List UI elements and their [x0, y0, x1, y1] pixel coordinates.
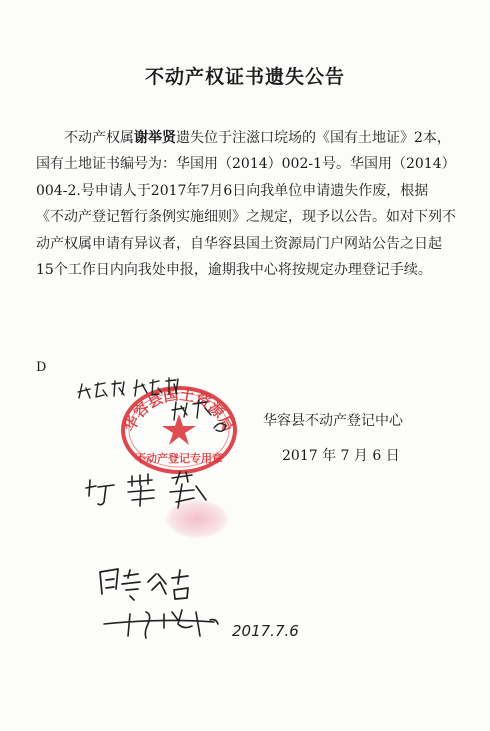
- stray-mark: D: [36, 360, 47, 375]
- handwritten-line-1: [78, 378, 178, 398]
- handwritten-line-5: [104, 610, 218, 638]
- owner-name: 谢举贤: [134, 130, 176, 146]
- handwritten-line-4: [100, 569, 188, 600]
- issue-date: 2017 年 7 月 6 日: [282, 448, 400, 464]
- notice-title: 不动产权证书遗失公告: [144, 66, 345, 88]
- ink-smudge: [166, 500, 228, 538]
- seal-bottom-text: 不动产登记专用章: [135, 452, 223, 465]
- body-text-after: 遗失位于注滋口垸场的《国有土地证》2本，国有土地证书编号为：华国用（2014）002-1号。华国用（2014）004-2.号申请人于2017年7月6日向我单位申请遗失作废，根据《不动产登记暂行条例实施细则》之规定，现予以公告。如对下列不动产权属申请有异议者，自华容县国土资源局门户网站公告之日起15个工作日内向我处申报，逾期我中心将按规定办理登记手续。: [36, 130, 456, 279]
- issuer-name: 华容县不动产登记中心: [263, 413, 403, 429]
- handwritten-line-2: [172, 400, 226, 431]
- body-text-before: 不动产权属: [64, 130, 134, 146]
- seal-top-text: 华容县国土资源局: [120, 385, 238, 435]
- handwritten-date: 2017.7.6: [232, 622, 299, 640]
